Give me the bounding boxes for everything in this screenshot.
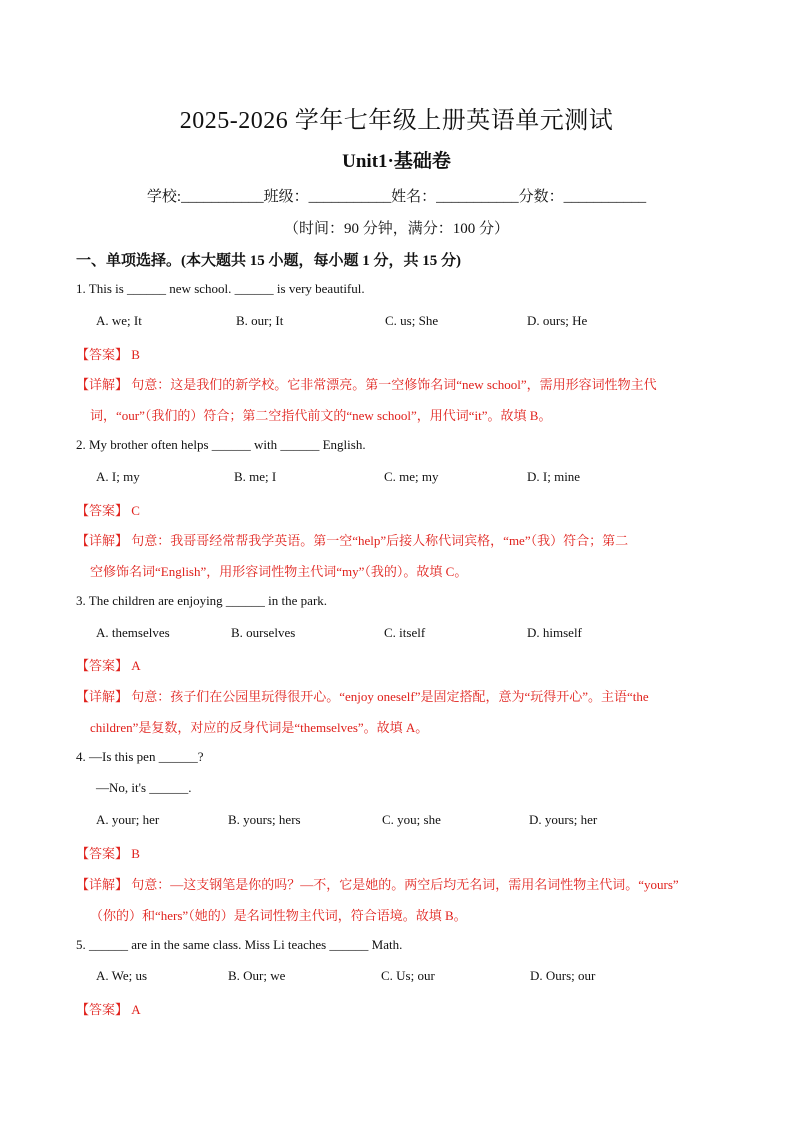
time-and-score-line: （时间：90 分钟，满分：100 分） bbox=[283, 221, 509, 237]
answer-line: 【答案】 A bbox=[76, 1002, 141, 1017]
question-stem: 4. —Is this pen ______? bbox=[76, 749, 204, 764]
answer-line: 【答案】 B bbox=[76, 347, 140, 362]
option-a: A. your; her bbox=[96, 812, 160, 827]
detail-line-1: 【详解】 句意：这是我们的新学校。它非常漂亮。第一空修饰名词“new school”，需用形容词性物主代 bbox=[76, 377, 657, 392]
option-a: A. themselves bbox=[96, 625, 170, 640]
question-stem: 2. My brother often helps ______ with ______ English. bbox=[76, 437, 366, 452]
exam-subtitle: Unit1·基础卷 bbox=[342, 151, 451, 172]
option-a: A. we; It bbox=[96, 313, 142, 328]
option-c: C. me; my bbox=[384, 469, 439, 484]
question-stem: 1. This is ______ new school. ______ is very beautiful. bbox=[76, 281, 365, 296]
answer-line: 【答案】 C bbox=[76, 503, 140, 518]
option-d: D. ours; He bbox=[527, 313, 588, 328]
question-stem: 3. The children are enjoying ______ in the park. bbox=[76, 593, 328, 608]
answer-line: 【答案】 A bbox=[76, 658, 141, 673]
option-d: D. himself bbox=[527, 625, 582, 640]
option-d: D. yours; her bbox=[529, 812, 598, 827]
question-stem-reply: —No, it's ______. bbox=[96, 780, 192, 795]
detail-line-1: 【详解】 句意：—这支钢笔是你的吗？—不，它是她的。两空后均无名词，需用名词性物主代词。“yours” bbox=[76, 877, 679, 892]
option-c: C. you; she bbox=[382, 812, 441, 827]
option-b: B. me; I bbox=[234, 469, 277, 484]
exam-title: 2025-2026 学年七年级上册英语单元测试 bbox=[179, 108, 614, 134]
option-a: A. We; us bbox=[96, 968, 148, 983]
detail-line-2: 空修饰名词“English”，用形容词性物主代词“my”（我的）。故填 C。 bbox=[90, 564, 468, 579]
detail-line-1: 【详解】 句意：我哥哥经常帮我学英语。第一空“help”后接人称代词宾格，“me”（我）符合；第二 bbox=[76, 533, 629, 548]
option-a: A. I; my bbox=[96, 469, 140, 484]
question-stem: 5. ______ are in the same class. Miss Li teaches ______ Math. bbox=[76, 937, 403, 952]
student-info-line: 学校:___________班级：___________姓名：___________分数：___________ bbox=[146, 189, 647, 205]
detail-line-2: children”是复数，对应的反身代词是“themselves”。故填 A。 bbox=[90, 720, 429, 735]
option-b: B. Our; we bbox=[228, 968, 286, 983]
option-b: B. yours; hers bbox=[228, 812, 301, 827]
detail-line-2: 词，“our”（我们的）符合；第二空指代前文的“new school”，用代词“it”。故填 B。 bbox=[90, 408, 552, 423]
detail-line-1: 【详解】 句意：孩子们在公园里玩得很开心。“enjoy oneself”是固定搭配，意为“玩得开心”。主语“the bbox=[76, 689, 649, 704]
option-c: C. us; She bbox=[385, 313, 439, 328]
answer-line: 【答案】 B bbox=[76, 846, 140, 861]
option-b: B. ourselves bbox=[231, 625, 296, 640]
option-c: C. itself bbox=[384, 625, 426, 640]
section-title: 一、单项选择。(本大题共 15 小题，每小题 1 分，共 15 分) bbox=[76, 253, 461, 269]
detail-line-2: （你的）和“hers”（她的）是名词性物主代词，符合语境。故填 B。 bbox=[90, 908, 467, 923]
option-d: D. I; mine bbox=[527, 469, 581, 484]
option-b: B. our; It bbox=[236, 313, 284, 328]
option-c: C. Us; our bbox=[381, 968, 435, 983]
option-d: D. Ours; our bbox=[530, 968, 596, 983]
